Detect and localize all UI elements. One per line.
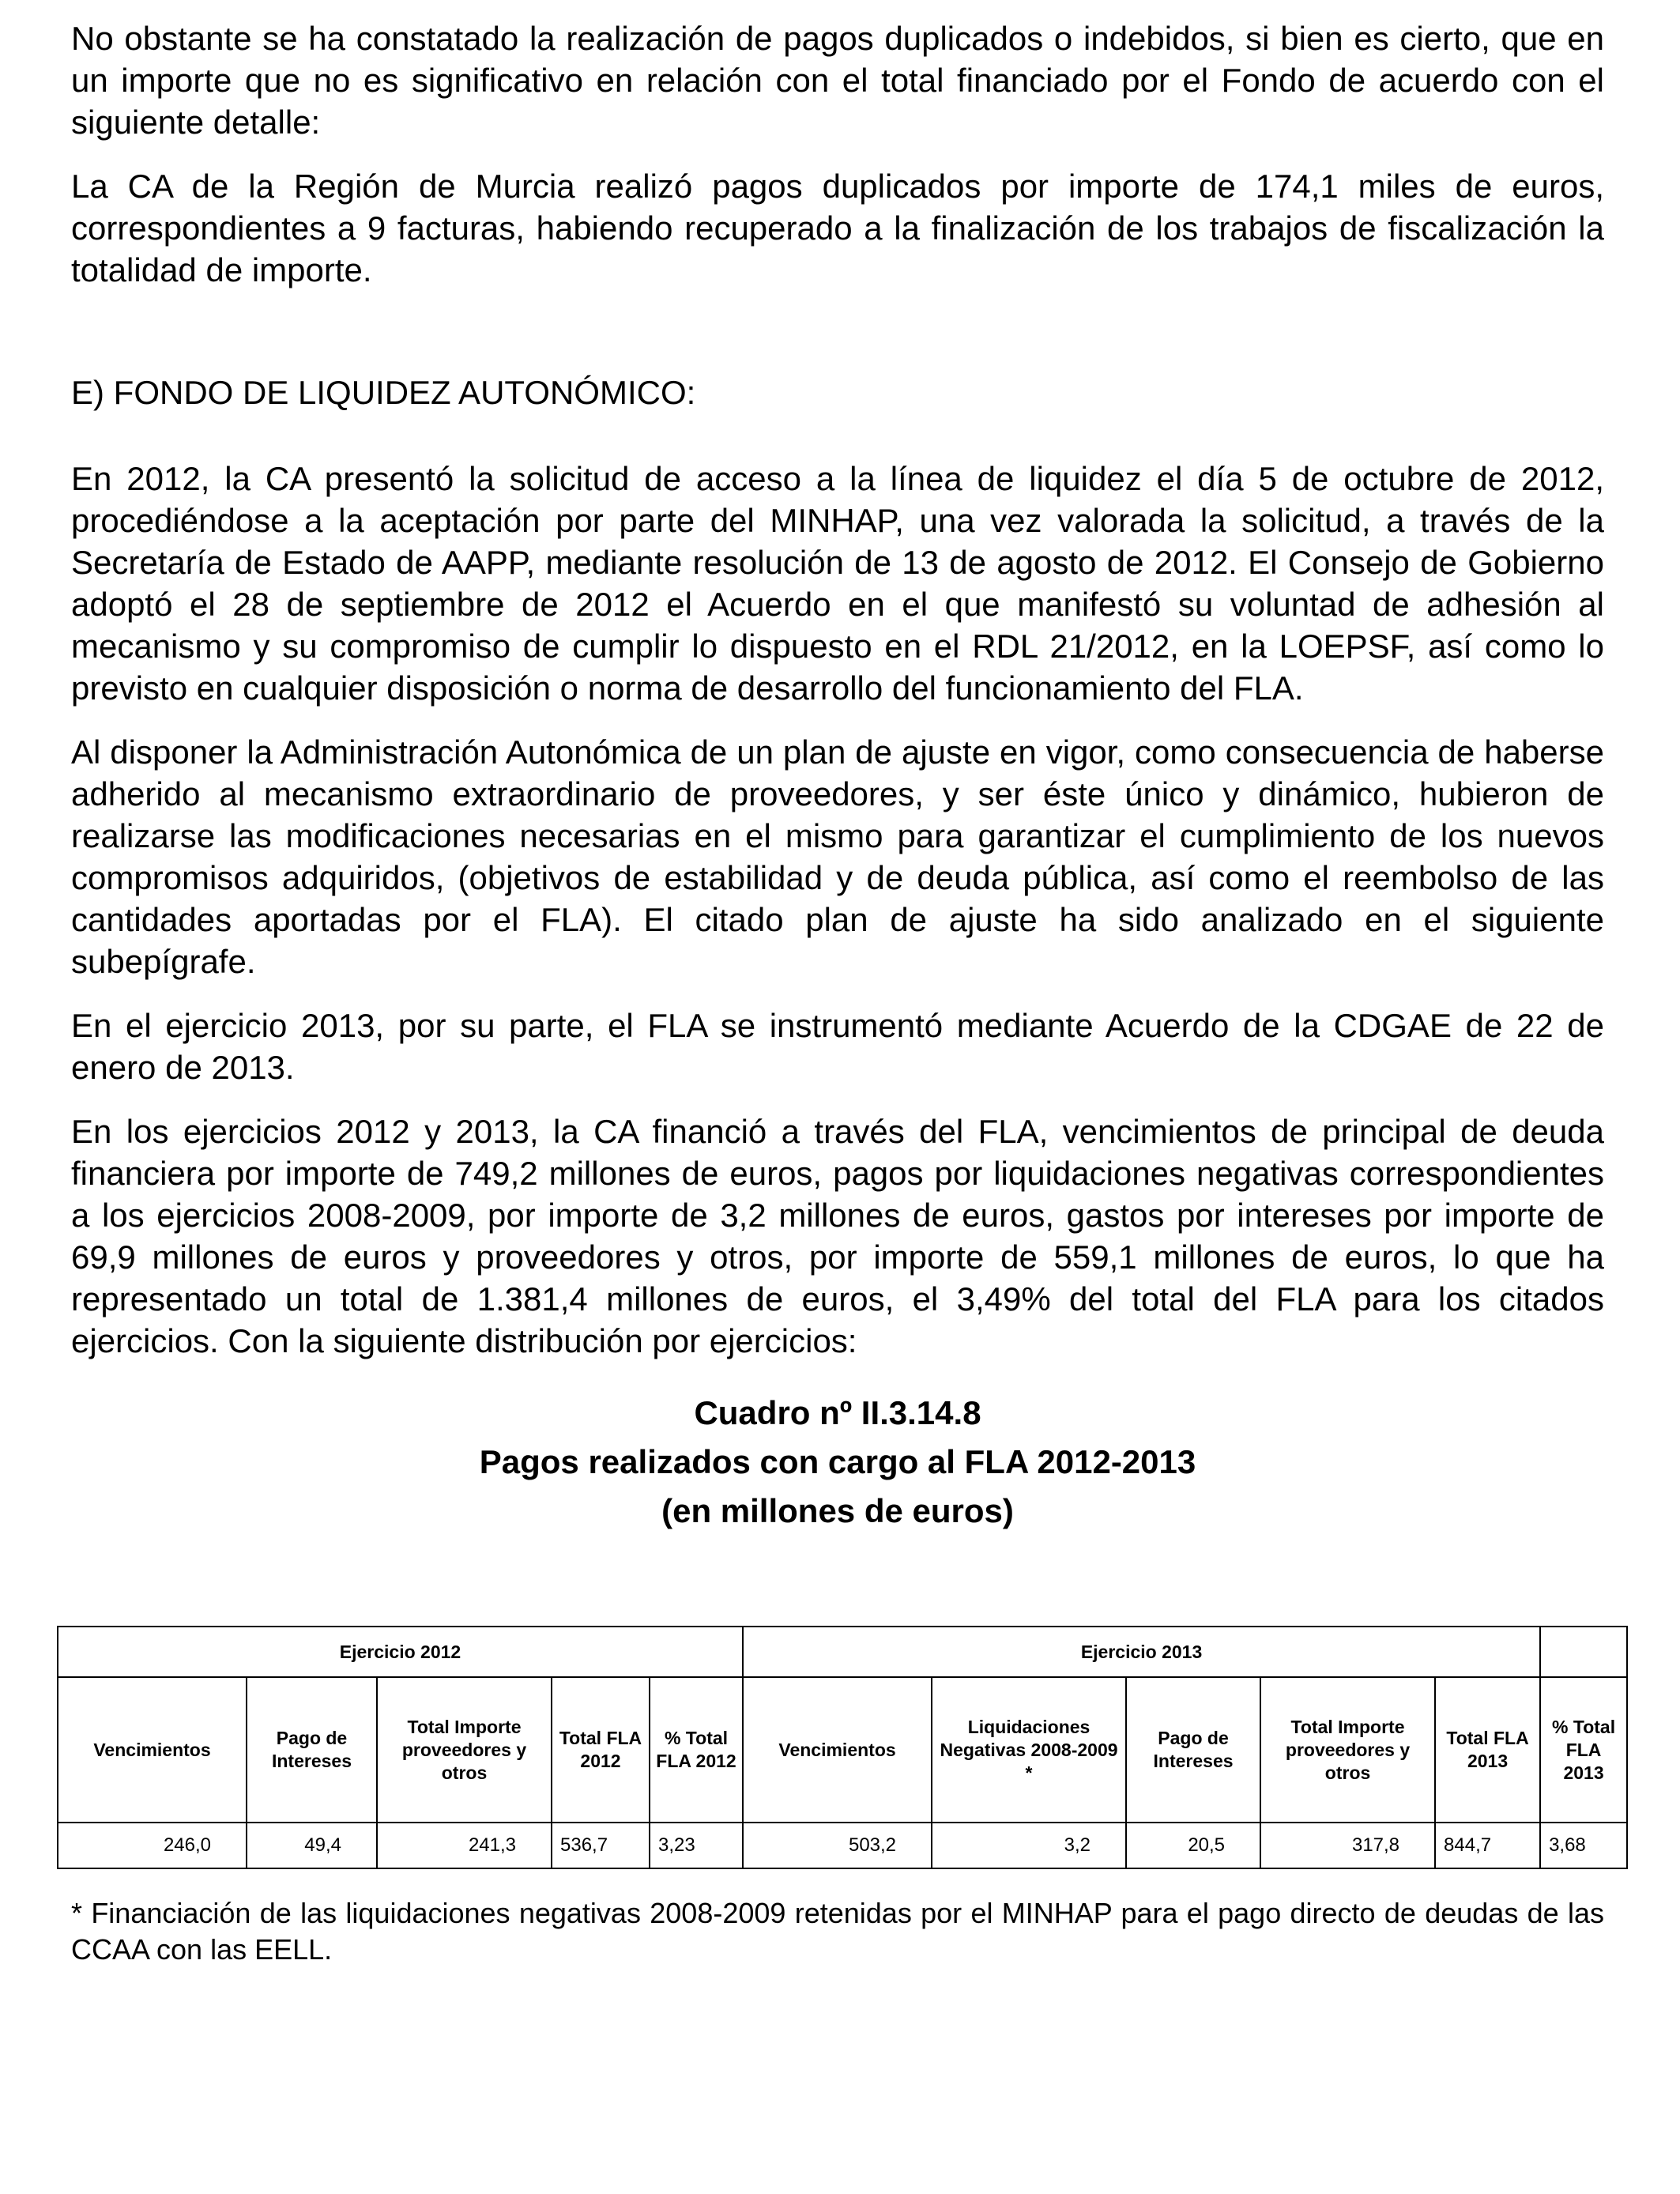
table-group-row <box>58 1627 1627 1677</box>
col-header: Pago de Intereses <box>1126 1677 1260 1823</box>
col-header: Liquidaciones Negativas 2008-2009 * <box>932 1677 1126 1823</box>
col-header: Total FLA 2013 <box>1435 1677 1540 1823</box>
table-row <box>58 1823 1627 1868</box>
table-cell: 246,0 <box>58 1823 247 1868</box>
table-cell: 317,8 <box>1260 1823 1435 1868</box>
table-footnote: * Financiación de las liquidaciones negativas 2008-2009 retenidas por el MINHAP para el pago directo de deudas de las CCAA con las EELL. <box>71 1897 1604 1966</box>
table-cell: 3,2 <box>932 1823 1126 1868</box>
table-cell: 241,3 <box>377 1823 552 1868</box>
col-header: Total Importe proveedores y otros <box>1260 1677 1435 1823</box>
table-cell: 3,68 <box>1540 1823 1627 1868</box>
table-header-row <box>58 1677 1627 1823</box>
table-cell: 20,5 <box>1126 1823 1260 1868</box>
group-header-2012: Ejercicio 2012 <box>58 1627 743 1677</box>
table-cell: 844,7 <box>1435 1823 1540 1868</box>
table-cell: 503,2 <box>743 1823 932 1868</box>
group-header-empty <box>1540 1627 1627 1677</box>
col-header: % Total FLA 2012 <box>650 1677 743 1823</box>
caption-number: Cuadro nº II.3.14.8 <box>694 1394 981 1431</box>
paragraph-adjustment-plan: Al disponer la Administración Autonómica de un plan de ajuste en vigor, como consecuencia de haberse adherido al mecanismo extraordinario de proveedores, y ser éste único y dinámico, hubieron de realizarse las modificaciones necesarias en el mismo para garantizar el cumplimiento de los nuevos compromisos adquiridos, (objetivos de estabilidad y de deuda pública, así como el reembolso de las cantidades aportadas por el FLA). El citado plan de ajuste ha sido analizado en el siguiente subepígrafe. <box>71 733 1604 980</box>
group-header-2013: Ejercicio 2013 <box>743 1627 1540 1677</box>
col-header: Vencimientos <box>58 1677 247 1823</box>
table-caption <box>71 1389 1604 1536</box>
paragraph-financing-summary: En los ejercicios 2012 y 2013, la CA financió a través del FLA, vencimientos de principal de deuda financiera por importe de 749,2 millones de euros, pagos por liquidaciones negativas correspondientes a los ejercicios 2008-2009, por importe de 3,2 millones de euros, gastos por intereses por importe de 69,9 millones de euros y proveedores y otros, por importe de 559,1 millones de euros, lo que ha representado un total de 1.381,4 millones de euros, el 3,49% del total del FLA para los citados ejercicios. Con la siguiente distribución por ejercicios: <box>71 1113 1604 1359</box>
document-body <box>71 17 1604 1536</box>
caption-units: (en millones de euros) <box>661 1492 1014 1529</box>
section-heading: E) FONDO DE LIQUIDEZ AUTONÓMICO: <box>71 374 696 411</box>
col-header: Pago de Intereses <box>247 1677 377 1823</box>
paragraph-fla-2013: En el ejercicio 2013, por su parte, el FLA se instrumentó mediante Acuerdo de la CDGAE de 22 de enero de 2013. <box>71 1007 1604 1086</box>
table-cell: 3,23 <box>650 1823 743 1868</box>
paragraph-duplicated-payments: No obstante se ha constatado la realización de pagos duplicados o indebidos, si bien es cierto, que en un importe que no es significativo en relación con el total financiado por el Fondo de acuerdo con el siguiente detalle: <box>71 20 1604 141</box>
table-cell: 536,7 <box>552 1823 650 1868</box>
col-header: Total FLA 2012 <box>552 1677 650 1823</box>
col-header: Total Importe proveedores y otros <box>377 1677 552 1823</box>
fla-payments-table <box>57 1626 1628 1869</box>
col-header: % Total FLA 2013 <box>1540 1677 1627 1823</box>
col-header: Vencimientos <box>743 1677 932 1823</box>
paragraph-fla-2012: En 2012, la CA presentó la solicitud de acceso a la línea de liquidez el día 5 de octubre de 2012, procediéndose a la aceptación por parte del MINHAP, una vez valorada la solicitud, a través de la Secretaría de Estado de AAPP, mediante resolución de 13 de agosto de 2012. El Consejo de Gobierno adoptó el 28 de septiembre de 2012 el Acuerdo en el que manifestó su voluntad de adhesión al mecanismo y su compromiso de cumplir lo dispuesto en el RDL 21/2012, en la LOEPSF, así como lo previsto en cualquier disposición o norma de desarrollo del funcionamiento del FLA. <box>71 460 1604 707</box>
table-cell: 49,4 <box>247 1823 377 1868</box>
paragraph-murcia-duplicates: La CA de la Región de Murcia realizó pagos duplicados por importe de 174,1 miles de euros, correspondientes a 9 facturas, habiendo recuperado a la finalización de los trabajos de fiscalización la totalidad de importe. <box>71 168 1604 288</box>
caption-title: Pagos realizados con cargo al FLA 2012-2013 <box>479 1443 1196 1480</box>
